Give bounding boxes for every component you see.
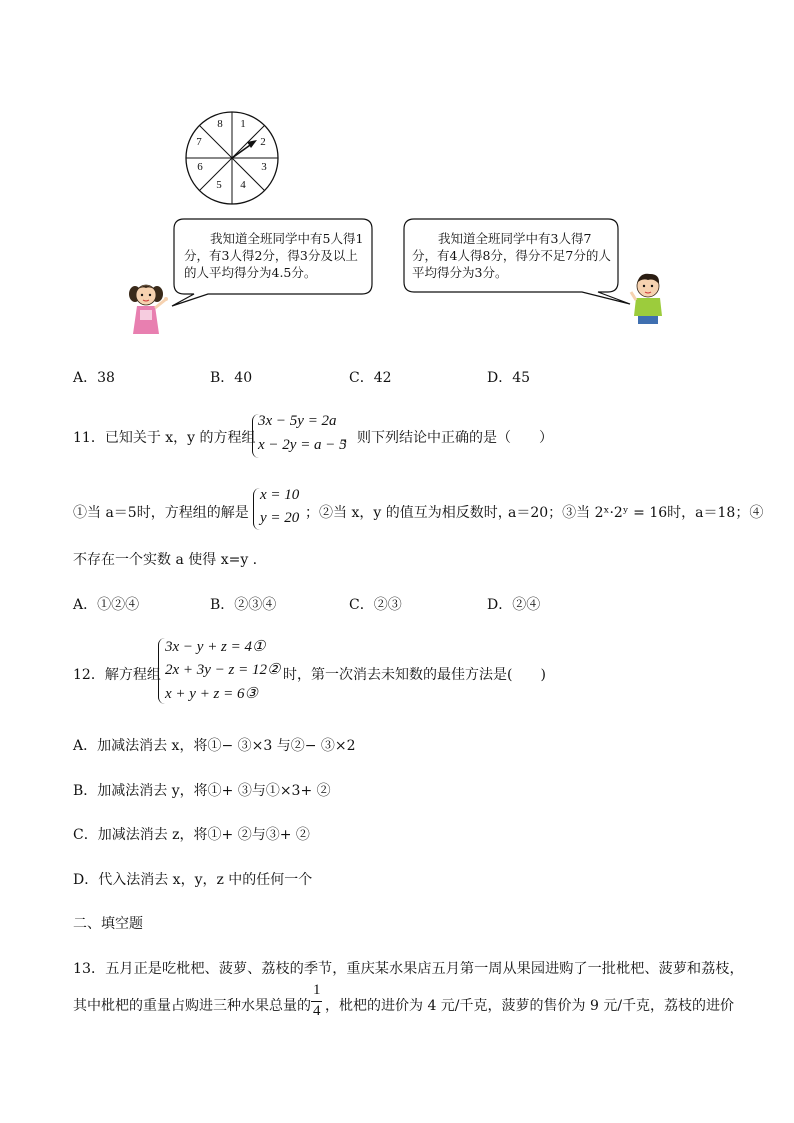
boy-illustration bbox=[628, 270, 668, 330]
q11-option-a: A．①②④ bbox=[73, 597, 140, 613]
section-heading: 二、填空题 bbox=[73, 916, 143, 932]
left-bubble-text: 我知道全班同学中有5人得1分，有3人得2分，得3分及以上的人平均得分为4.5分。 bbox=[184, 231, 364, 280]
q12-option-a: A．加减法消去 x，将①− ③×3 与②− ③×2 bbox=[73, 738, 356, 754]
girl-illustration bbox=[123, 280, 171, 338]
q11-statement-1: ①当 a＝5时，方程组的解是 bbox=[73, 505, 249, 521]
wheel-number: 8 bbox=[217, 118, 223, 130]
q11-option-b: B．②③④ bbox=[210, 597, 277, 613]
right-bubble-text: 我知道全班同学中有3人得7分，有4人得8分，得分不足7分的人平均得分为3分。 bbox=[412, 231, 611, 280]
q11-statement-2: ；②当 x，y 的值互为相反数时， bbox=[305, 505, 512, 521]
q12-prefix: 12．解方程组 bbox=[73, 667, 161, 683]
wheel-number: 1 bbox=[240, 118, 246, 130]
wheel-number: 4 bbox=[240, 179, 246, 191]
wheel-number: 3 bbox=[261, 161, 267, 173]
q12-option-d: D．代入法消去 x，y，z 中的任何一个 bbox=[73, 872, 313, 888]
q11-solution-y: y = 20 bbox=[260, 510, 300, 526]
q13-fraction-denominator: 4 bbox=[313, 1003, 321, 1019]
option-c: C．42 bbox=[349, 370, 392, 386]
q11-equation-2: x − 2y = a − 5 bbox=[258, 437, 347, 453]
option-a: A．38 bbox=[73, 370, 115, 386]
q11-statement-3: a＝20；③当 2ˣ·2ʸ = 16时，a＝18；④ bbox=[508, 505, 764, 521]
option-b: B．40 bbox=[210, 370, 253, 386]
q11-suffix: ，则下列结论中正确的是（ ） bbox=[343, 430, 553, 446]
q13-line-2-pre: 其中枇杷的重量占购进三种水果总量的 bbox=[73, 998, 311, 1014]
q11-prefix: 11．已知关于 x，y 的方程组 bbox=[73, 430, 256, 446]
q12-system-brace bbox=[158, 638, 165, 704]
q12-equation-2: 2x + 3y − z = 12② bbox=[165, 662, 281, 678]
q13-line-2-post: ，枇杷的进价为 4 元/千克，菠萝的售价为 9 元/千克，荔枝的进价 bbox=[325, 998, 735, 1014]
q13-fraction-bar bbox=[311, 1001, 322, 1002]
wheel-number: 5 bbox=[216, 179, 222, 191]
option-d: D．45 bbox=[487, 370, 531, 386]
q11-equation-1: 3x − 5y = 2a bbox=[258, 413, 337, 429]
wheel-number: 2 bbox=[260, 136, 266, 148]
wheel-number: 7 bbox=[196, 136, 202, 148]
q12-equation-3: x + y + z = 6③ bbox=[165, 686, 258, 702]
q11-option-d: D．②④ bbox=[487, 597, 541, 613]
q11-solution-brace bbox=[253, 488, 260, 530]
q12-equation-1: 3x − y + z = 4① bbox=[165, 639, 266, 655]
q12-option-b: B．加减法消去 y，将①+ ③与①×3+ ② bbox=[73, 783, 331, 799]
q12-option-c: C．加减法消去 z，将①+ ②与③+ ② bbox=[73, 827, 310, 843]
q13-line-1: 13．五月正是吃枇杷、菠萝、荔枝的季节，重庆某水果店五月第一周从果园进购了一批枇杷、菠萝和荔枝， bbox=[73, 961, 744, 977]
q13-fraction-numerator: 1 bbox=[313, 982, 321, 998]
q12-suffix: 时，第一次消去未知数的最佳方法是( ) bbox=[283, 667, 546, 683]
q11-solution-x: x = 10 bbox=[260, 487, 300, 503]
q11-option-c: C．②③ bbox=[349, 597, 402, 613]
q11-statement-4: 不存在一个实数 a 使得 x=y . bbox=[73, 552, 258, 568]
wheel-number: 6 bbox=[197, 161, 203, 173]
spinner-wheel bbox=[183, 109, 281, 207]
